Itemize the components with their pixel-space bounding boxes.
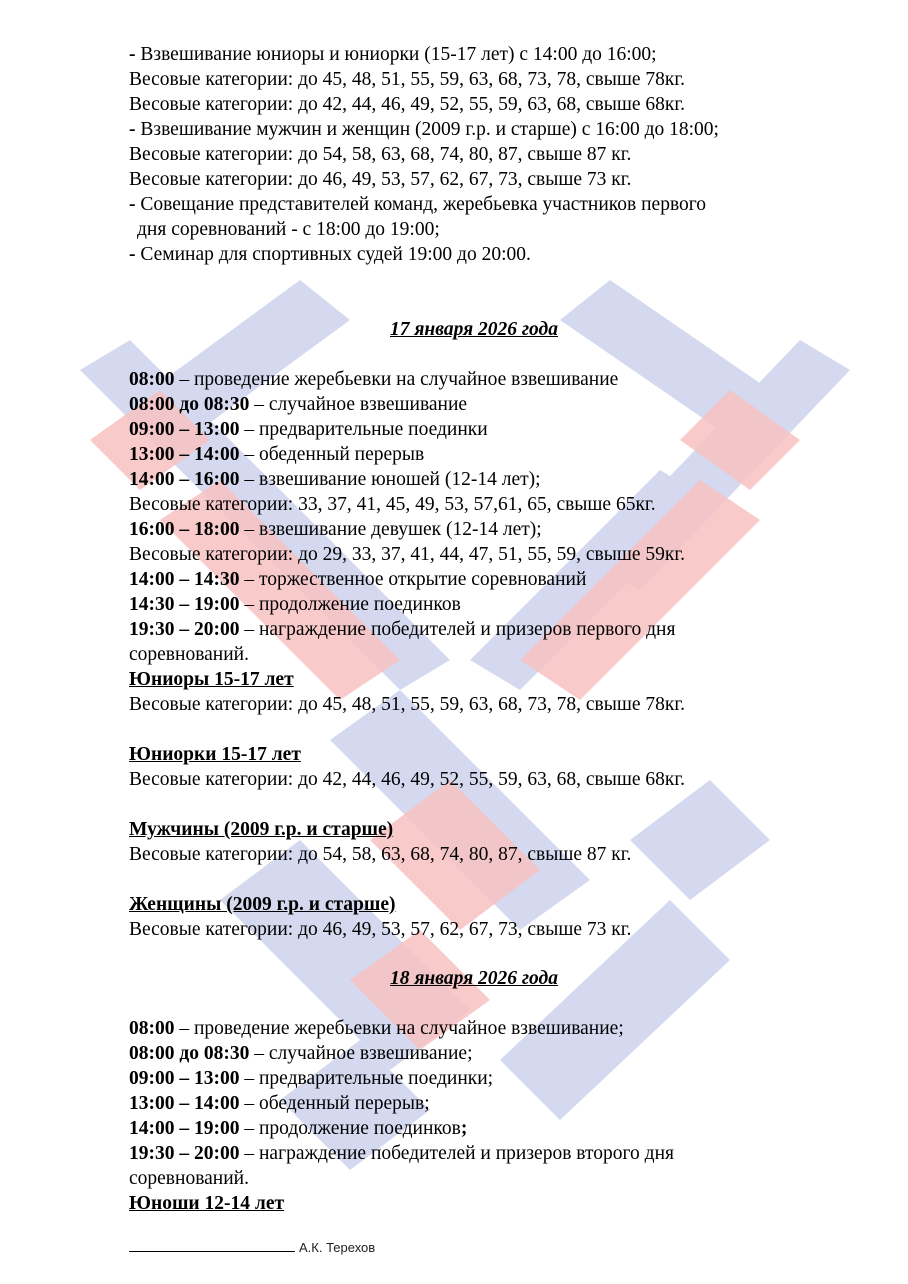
schedule-item: 08:00 до 08:30 – случайное взвешивание; [129, 1043, 473, 1064]
day1-schedule [129, 367, 819, 667]
signatory-name: А.К. Терехов [299, 1240, 376, 1255]
schedule-item: 19:30 – 20:00 – награждение победителей и призеров второго дня [129, 1143, 674, 1164]
schedule-item: 08:00 – проведение жеребьевки на случайное взвешивание [129, 369, 619, 390]
day2-schedule [129, 1016, 819, 1216]
category-weights: Весовые категории: до 54, 58, 63, 68, 74, 80, 87, свыше 87 кг. [129, 844, 632, 865]
schedule-item: соревнований. [129, 644, 249, 665]
intro-line: Весовые категории: до 45, 48, 51, 55, 59, 63, 68, 73, 78, свыше 78кг. [129, 69, 686, 90]
intro-block [129, 42, 819, 267]
category-weights: Весовые категории: до 42, 44, 46, 49, 52, 55, 59, 63, 68, свыше 68кг. [129, 769, 686, 790]
schedule-item: 09:00 – 13:00 – предварительные поединки; [129, 1068, 494, 1089]
schedule-item: 08:00 – проведение жеребьевки на случайное взвешивание; [129, 1018, 624, 1039]
intro-line: - Совещание представителей команд, жеребьевка участников первого [129, 194, 707, 215]
category-title: Мужчины (2009 г.р. и старше) [129, 819, 394, 840]
category-title: Женщины (2009 г.р. и старше) [129, 894, 396, 915]
schedule-item: 16:00 – 18:00 – взвешивание девушек (12-14 лет); [129, 519, 542, 540]
intro-line: Весовые категории: до 54, 58, 63, 68, 74, 80, 87, свыше 87 кг. [129, 144, 632, 165]
signature-line [129, 1251, 295, 1252]
schedule-item: Весовые категории: 33, 37, 41, 45, 49, 53, 57,61, 65, свыше 65кг. [129, 494, 656, 515]
intro-line: дня соревнований - с 18:00 до 19:00; [137, 219, 440, 240]
signature-block [129, 1240, 375, 1255]
day1-date-heading: 17 января 2026 года [390, 319, 558, 340]
day2-date-heading: 18 января 2026 года [390, 968, 558, 989]
schedule-item: Весовые категории: до 29, 33, 37, 41, 44, 47, 51, 55, 59, свыше 59кг. [129, 544, 686, 565]
schedule-item: 13:00 – 14:00 – обеденный перерыв [129, 444, 425, 465]
intro-line: Весовые категории: до 46, 49, 53, 57, 62, 67, 73, свыше 73 кг. [129, 169, 632, 190]
schedule-item: 19:30 – 20:00 – награждение победителей и призеров первого дня [129, 619, 676, 640]
schedule-item: 09:00 – 13:00 – предварительные поединки [129, 419, 488, 440]
category-weights: Весовые категории: до 46, 49, 53, 57, 62, 67, 73, свыше 73 кг. [129, 919, 632, 940]
category-weights: Весовые категории: до 45, 48, 51, 55, 59, 63, 68, 73, 78, свыше 78кг. [129, 694, 686, 715]
schedule-item: 08:00 до 08:30 – случайное взвешивание [129, 394, 468, 415]
intro-line: Весовые категории: до 42, 44, 46, 49, 52, 55, 59, 63, 68, свыше 68кг. [129, 94, 686, 115]
schedule-item: 13:00 – 14:00 – обеденный перерыв; [129, 1093, 430, 1114]
category-title: Юниорки 15-17 лет [129, 744, 301, 765]
day1-categories [129, 667, 819, 942]
schedule-item: 14:00 – 16:00 – взвешивание юношей (12-14 лет); [129, 469, 541, 490]
category-title: Юниоры 15-17 лет [129, 669, 294, 690]
schedule-item: 14:00 – 19:00 – продолжение поединков; [129, 1118, 468, 1139]
category-title: Юноши 12-14 лет [129, 1193, 285, 1214]
schedule-text [129, 42, 819, 1216]
schedule-item: соревнований. [129, 1168, 249, 1189]
schedule-item: 14:00 – 14:30 – торжественное открытие соревнований [129, 569, 587, 590]
intro-line: - Семинар для спортивных судей 19:00 до 20:00. [129, 244, 531, 265]
intro-line: - Взвешивание юниоры и юниорки (15-17 лет) с 14:00 до 16:00; [129, 44, 657, 65]
intro-line: - Взвешивание мужчин и женщин (2009 г.р. и старше) с 16:00 до 18:00; [129, 119, 719, 140]
schedule-item: 14:30 – 19:00 – продолжение поединков [129, 594, 461, 615]
